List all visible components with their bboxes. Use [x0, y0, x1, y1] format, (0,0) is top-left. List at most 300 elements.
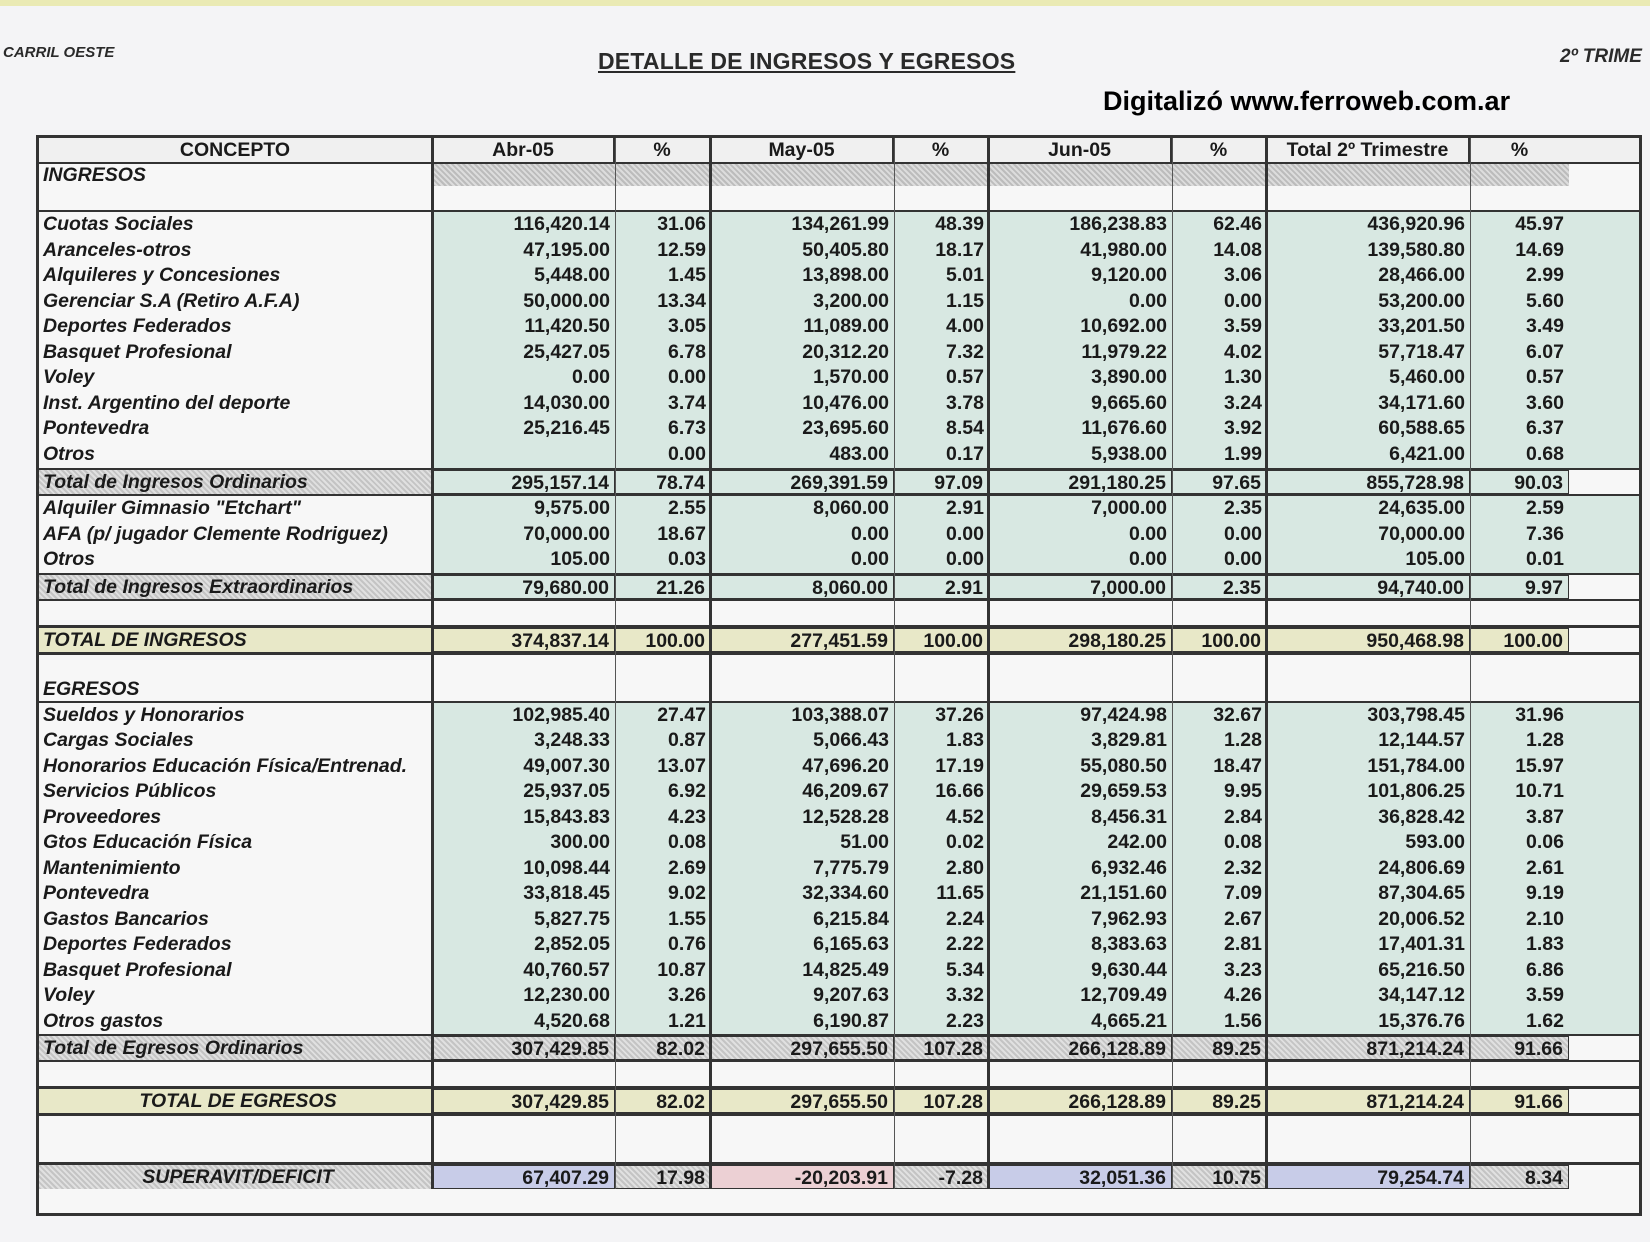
cell-may-pct: -7.28 — [894, 1165, 989, 1189]
cell-jun: 97,424.98 — [1080, 703, 1167, 726]
blank-row — [39, 1062, 1639, 1086]
cell-total: 950,468.98 — [1267, 628, 1470, 652]
row-label: Mantenimiento — [43, 856, 181, 879]
row-label: Voley — [43, 984, 95, 1006]
cell-abr-pct: 100.00 — [615, 628, 711, 652]
cell-total: 20,006.52 — [1378, 907, 1465, 930]
cell-abr-pct: 0.87 — [668, 729, 706, 751]
cell-jun-pct: 97.65 — [1172, 470, 1267, 494]
cell-jun: 4,665.21 — [1091, 1009, 1167, 1032]
cell-total: 15,376.76 — [1378, 1009, 1465, 1032]
cell-jun-pct: 10.75 — [1172, 1165, 1267, 1189]
cell-may-pct: 18.17 — [935, 238, 984, 261]
extra-income-row — [39, 522, 1639, 548]
row-label: TOTAL DE EGRESOS — [39, 1089, 433, 1113]
cell-jun-pct: 62.46 — [1213, 213, 1262, 235]
cell-jun: 298,180.25 — [989, 628, 1172, 652]
cell-total-pct: 1.28 — [1526, 729, 1564, 751]
cell-total-pct: 8.34 — [1470, 1165, 1569, 1189]
row-label: Alquiler Gimnasio "Etchart" — [43, 497, 301, 519]
cell-total-pct: 2.61 — [1526, 856, 1564, 879]
cell-total: 593.00 — [1405, 831, 1465, 853]
cell-total: 79,254.74 — [1267, 1165, 1470, 1189]
cell-may-pct: 7.32 — [946, 340, 984, 363]
cell-jun: 11,676.60 — [1081, 417, 1167, 439]
row-label: Voley — [43, 366, 95, 388]
cell-total-pct: 1.62 — [1526, 1009, 1564, 1032]
cell-jun: 32,051.36 — [989, 1165, 1172, 1189]
cell-may-pct: 4.52 — [946, 805, 984, 828]
cell-total-pct: 3.60 — [1526, 391, 1564, 414]
column-header-may: May-05 — [711, 138, 894, 162]
cell-jun: 8,383.63 — [1091, 933, 1167, 955]
cell-may: 11,089.00 — [803, 315, 889, 337]
cell-may: 1,570.00 — [813, 366, 889, 388]
cell-jun-pct: 0.00 — [1224, 289, 1262, 312]
cell-abr-pct: 4.23 — [668, 805, 706, 828]
cell-total-pct: 10.71 — [1515, 780, 1564, 802]
cell-abr: 5,448.00 — [534, 264, 610, 286]
cell-jun: 5,938.00 — [1091, 442, 1167, 465]
subtotal-row — [39, 1036, 1639, 1060]
scan-top-strip — [0, 0, 1650, 6]
cell-jun-pct: 1.99 — [1224, 442, 1262, 465]
cell-total-pct: 1.83 — [1526, 933, 1564, 955]
cell-may: 12,528.28 — [802, 805, 889, 828]
cell-abr: 116,420.14 — [513, 213, 610, 235]
cell-may: 32,334.60 — [802, 882, 889, 904]
income-row — [39, 289, 1639, 315]
cell-total: 65,216.50 — [1378, 958, 1465, 981]
cell-total: 94,740.00 — [1267, 575, 1470, 599]
cell-total: 36,828.42 — [1378, 805, 1465, 828]
cell-may: 6,165.63 — [813, 933, 889, 955]
expense-row — [39, 754, 1639, 780]
cell-jun: 9,665.60 — [1091, 391, 1167, 414]
cell-may: 7,775.79 — [813, 856, 889, 879]
cell-jun-pct: 2.32 — [1224, 856, 1262, 879]
cell-abr: 9,575.00 — [534, 497, 610, 519]
cell-jun-pct: 18.47 — [1213, 754, 1262, 777]
cell-abr-pct: 3.74 — [668, 391, 706, 414]
cell-may: 0.00 — [851, 548, 889, 570]
cell-jun-pct: 2.35 — [1172, 575, 1267, 599]
cell-may: 269,391.59 — [711, 470, 894, 494]
cell-may-pct: 0.00 — [946, 548, 984, 570]
cell-total: 17,401.31 — [1378, 933, 1465, 955]
cell-total: 303,798.45 — [1367, 703, 1465, 726]
cell-total: 871,214.24 — [1267, 1036, 1470, 1060]
cell-abr-pct: 27.47 — [657, 703, 706, 726]
cell-may: 5,066.43 — [813, 729, 889, 751]
cell-abr-pct: 12.59 — [657, 238, 706, 261]
row-label: Proveedores — [43, 805, 162, 828]
cell-jun: 7,962.93 — [1091, 907, 1167, 930]
cell-total: 28,466.00 — [1378, 264, 1465, 286]
income-row — [39, 212, 1639, 238]
cell-may-pct: 2.24 — [946, 907, 984, 930]
cell-total-pct: 0.01 — [1526, 548, 1564, 570]
row-label: Servicios Públicos — [43, 780, 217, 802]
cell-abr: 33,818.45 — [523, 882, 610, 904]
row-label: Deportes Federados — [43, 933, 232, 955]
cell-abr-pct: 6.78 — [668, 340, 706, 363]
cell-may: 23,695.60 — [802, 417, 889, 439]
cell-abr: 70,000.00 — [523, 522, 610, 545]
hatched-cell — [894, 164, 989, 186]
cell-jun-pct: 1.28 — [1224, 729, 1262, 751]
cell-may: 0.00 — [851, 522, 889, 545]
cell-may-pct: 100.00 — [894, 628, 989, 652]
cell-jun-pct: 32.67 — [1213, 703, 1262, 726]
cell-abr-pct: 10.87 — [657, 958, 706, 981]
cell-total-pct: 100.00 — [1470, 628, 1569, 652]
ingresos-section-row — [39, 164, 1639, 186]
row-label: Inst. Argentino del deporte — [43, 391, 291, 414]
cell-may: 483.00 — [829, 442, 889, 465]
cell-may: 46,209.67 — [802, 780, 889, 802]
column-divider — [987, 138, 990, 1189]
cell-jun-pct: 100.00 — [1172, 628, 1267, 652]
blank-row — [39, 1116, 1639, 1162]
cell-abr-pct: 0.08 — [668, 831, 706, 853]
column-header-jun: Jun-05 — [989, 138, 1172, 162]
cell-may: 9,207.63 — [813, 984, 889, 1006]
grand-total-row — [39, 628, 1639, 652]
cell-total-pct: 7.36 — [1526, 522, 1564, 545]
cell-total: 101,806.25 — [1367, 780, 1465, 802]
grand-total-row — [39, 1089, 1639, 1113]
cell-may-pct: 0.00 — [946, 522, 984, 545]
cell-abr: 4,520.68 — [534, 1009, 610, 1032]
cell-total-pct: 31.96 — [1515, 703, 1564, 726]
income-row — [39, 238, 1639, 264]
cell-jun: 0.00 — [1129, 522, 1167, 545]
subtotal-row — [39, 470, 1639, 494]
surplus-deficit-row — [39, 1165, 1639, 1189]
cell-jun-pct: 9.95 — [1224, 780, 1262, 802]
subtotal-row — [39, 575, 1639, 599]
cell-jun-pct: 4.02 — [1224, 340, 1262, 363]
cell-total: 12,144.57 — [1378, 729, 1465, 751]
cell-may-pct: 5.01 — [946, 264, 984, 286]
cell-abr-pct: 0.76 — [668, 933, 706, 955]
cell-total: 105.00 — [1405, 548, 1465, 570]
cell-total-pct: 2.59 — [1526, 497, 1564, 519]
cell-abr: 5,827.75 — [534, 907, 610, 930]
cell-abr-pct: 6.73 — [668, 417, 706, 439]
cell-total-pct: 91.66 — [1470, 1036, 1569, 1060]
cell-may-pct: 0.17 — [946, 442, 984, 465]
cell-may: 277,451.59 — [711, 628, 894, 652]
income-row — [39, 365, 1639, 391]
cell-abr-pct: 82.02 — [615, 1036, 711, 1060]
cell-jun: 7,000.00 — [1091, 497, 1167, 519]
cell-may: 20,312.20 — [802, 340, 889, 363]
cell-jun: 29,659.53 — [1080, 780, 1167, 802]
row-label: Deportes Federados — [43, 315, 232, 337]
cell-total-pct: 9.19 — [1526, 882, 1564, 904]
cell-abr: 307,429.85 — [433, 1036, 615, 1060]
cell-abr-pct: 13.34 — [657, 289, 706, 312]
cell-abr: 50,000.00 — [523, 289, 610, 312]
row-label: Aranceles-otros — [43, 238, 192, 261]
expense-row — [39, 805, 1639, 831]
income-expense-table — [36, 135, 1642, 1216]
cell-jun: 266,128.89 — [989, 1089, 1172, 1113]
cell-jun: 242.00 — [1107, 831, 1167, 853]
cell-abr-pct: 1.21 — [668, 1009, 706, 1032]
cell-jun-pct: 0.08 — [1224, 831, 1262, 853]
cell-may-pct: 5.34 — [946, 958, 984, 981]
cell-total-pct: 45.97 — [1515, 213, 1564, 235]
cell-abr-pct: 31.06 — [657, 213, 706, 235]
blank-row — [39, 186, 1639, 211]
cell-jun-pct: 3.06 — [1224, 264, 1262, 286]
cell-may-pct: 3.32 — [946, 984, 984, 1006]
cell-total-pct: 6.86 — [1526, 958, 1564, 981]
cell-may-pct: 2.80 — [946, 856, 984, 879]
column-divider — [1172, 138, 1173, 1189]
cell-jun: 6,932.46 — [1091, 856, 1167, 879]
cell-abr-pct: 2.55 — [668, 497, 706, 519]
cell-jun-pct: 3.24 — [1224, 391, 1262, 414]
row-label: Otros gastos — [43, 1009, 164, 1032]
cell-may: 297,655.50 — [711, 1036, 894, 1060]
cell-total: 5,460.00 — [1389, 366, 1465, 388]
section-label-egresos: EGRESOS — [43, 677, 140, 700]
cell-total: 34,147.12 — [1378, 984, 1465, 1006]
cell-may-pct: 2.22 — [946, 933, 984, 955]
cell-abr: 47,195.00 — [523, 238, 610, 261]
cell-jun: 7,000.00 — [989, 575, 1172, 599]
cell-total: 855,728.98 — [1267, 470, 1470, 494]
section-label-ingresos: INGRESOS — [43, 164, 146, 186]
row-label: Pontevedra — [43, 882, 150, 904]
cell-total: 34,171.60 — [1378, 391, 1465, 414]
cell-jun-pct: 3.23 — [1224, 958, 1262, 981]
blank-row — [39, 655, 1639, 677]
row-label: Total de Egresos Ordinarios — [39, 1036, 433, 1060]
column-header-may-pct: % — [894, 138, 989, 162]
cell-total-pct: 0.06 — [1526, 831, 1564, 853]
hatched-cell — [615, 164, 711, 186]
cell-total-pct: 5.60 — [1526, 289, 1564, 312]
hatched-cell — [1172, 164, 1267, 186]
cell-jun-pct: 4.26 — [1224, 984, 1262, 1006]
cell-abr-pct: 0.03 — [668, 548, 706, 570]
cell-abr-pct: 0.00 — [668, 366, 706, 388]
cell-jun: 10,692.00 — [1080, 315, 1167, 337]
row-label: AFA (p/ jugador Clemente Rodriguez) — [43, 522, 388, 545]
cell-abr-pct: 0.00 — [668, 442, 706, 465]
cell-total-pct: 3.49 — [1526, 315, 1564, 337]
cell-may: 6,190.87 — [813, 1009, 889, 1032]
cell-abr: 11,420.50 — [524, 315, 610, 337]
cell-jun: 8,456.31 — [1091, 805, 1167, 828]
cell-abr-pct: 13.07 — [657, 754, 706, 777]
column-divider — [1265, 138, 1268, 1189]
income-row — [39, 442, 1639, 468]
column-header-abr: Abr-05 — [433, 138, 615, 162]
income-row — [39, 263, 1639, 289]
cell-abr: 0.00 — [572, 366, 610, 388]
cell-may-pct: 107.28 — [894, 1036, 989, 1060]
cell-may-pct: 2.91 — [946, 497, 984, 519]
row-label: Pontevedra — [43, 417, 150, 439]
cell-jun-pct: 3.59 — [1224, 315, 1262, 337]
cell-may-pct: 48.39 — [935, 213, 984, 235]
cell-total-pct: 6.37 — [1526, 417, 1564, 439]
watermark-text: Digitalizó www.ferroweb.com.ar — [1103, 86, 1511, 116]
cell-jun-pct: 14.08 — [1213, 238, 1262, 261]
cell-may-pct: 0.57 — [946, 366, 984, 388]
cell-total-pct: 90.03 — [1470, 470, 1569, 494]
hatched-cell — [1470, 164, 1569, 186]
cell-may-pct: 11.65 — [936, 882, 984, 904]
cell-total: 24,806.69 — [1378, 856, 1465, 879]
cell-total-pct: 2.99 — [1526, 264, 1564, 286]
row-label: Total de Ingresos Ordinarios — [39, 470, 433, 494]
cell-abr-pct: 82.02 — [615, 1089, 711, 1113]
cell-abr: 300.00 — [550, 831, 610, 853]
cell-total-pct: 0.57 — [1526, 366, 1564, 388]
cell-jun-pct: 1.30 — [1224, 366, 1262, 388]
egresos-section-row — [39, 677, 1639, 701]
cell-jun: 3,890.00 — [1091, 366, 1167, 388]
row-label: Sueldos y Honorarios — [43, 703, 245, 726]
expense-row — [39, 907, 1639, 933]
expense-row — [39, 830, 1639, 856]
cell-may: 13,898.00 — [802, 264, 889, 286]
cell-jun: 21,151.60 — [1080, 882, 1167, 904]
cell-abr: 25,216.45 — [523, 417, 610, 439]
cell-may-pct: 37.26 — [935, 703, 984, 726]
cell-jun: 11,979.22 — [1081, 340, 1167, 363]
cell-total: 151,784.00 — [1367, 754, 1465, 777]
expense-row — [39, 856, 1639, 882]
cell-may-pct: 2.91 — [894, 575, 989, 599]
cell-total-pct: 0.68 — [1526, 442, 1564, 465]
cell-abr-pct: 78.74 — [615, 470, 711, 494]
expense-row — [39, 958, 1639, 984]
cell-may: 3,200.00 — [813, 289, 889, 312]
expense-row — [39, 728, 1639, 754]
row-label: TOTAL DE INGRESOS — [39, 628, 433, 652]
cell-may-pct: 3.78 — [946, 391, 984, 414]
income-row — [39, 340, 1639, 366]
extra-income-row — [39, 547, 1639, 573]
row-label: Honorarios Educación Física/Entrenad. — [43, 754, 408, 777]
cell-abr-pct: 6.92 — [668, 780, 706, 802]
cell-total: 33,201.50 — [1378, 315, 1465, 337]
column-divider — [894, 138, 895, 1189]
row-label: Alquileres y Concesiones — [43, 264, 281, 286]
cell-total: 6,421.00 — [1389, 442, 1465, 465]
cell-may-pct: 4.00 — [946, 315, 984, 337]
cell-jun-pct: 89.25 — [1172, 1036, 1267, 1060]
column-divider — [709, 138, 712, 1189]
cell-abr: 79,680.00 — [433, 575, 615, 599]
cell-abr-pct: 18.67 — [657, 522, 706, 545]
expense-row — [39, 983, 1639, 1009]
expense-row — [39, 779, 1639, 805]
cell-abr: 105.00 — [550, 548, 610, 570]
cell-abr: 12,230.00 — [523, 984, 610, 1006]
cell-abr: 25,427.05 — [523, 340, 610, 363]
cell-jun-pct: 2.84 — [1224, 805, 1262, 828]
row-label: Gastos Bancarios — [43, 907, 209, 930]
cell-jun: 266,128.89 — [989, 1036, 1172, 1060]
cell-jun-pct: 2.35 — [1224, 497, 1262, 519]
row-label: SUPERAVIT/DEFICIT — [39, 1165, 433, 1189]
row-label: Cargas Sociales — [43, 729, 194, 751]
column-divider — [431, 138, 434, 1189]
cell-may-pct: 8.54 — [946, 417, 984, 439]
cell-abr: 3,248.33 — [534, 729, 610, 751]
cell-abr: 15,843.83 — [523, 805, 610, 828]
column-header-total-pct: % — [1510, 139, 1529, 161]
income-row — [39, 391, 1639, 417]
cell-abr-pct: 21.26 — [615, 575, 711, 599]
cell-abr: 40,760.57 — [523, 958, 610, 981]
cell-total: 24,635.00 — [1378, 497, 1465, 519]
income-row — [39, 416, 1639, 442]
cell-may: 134,261.99 — [791, 213, 889, 235]
cell-may: 47,696.20 — [802, 754, 889, 777]
cell-abr: 374,837.14 — [433, 628, 615, 652]
hatched-cell — [711, 164, 894, 186]
hatched-cell — [433, 164, 615, 186]
column-header-total: Total 2º Trimestre — [1267, 138, 1470, 162]
cell-jun: 3,829.81 — [1091, 729, 1167, 751]
cell-jun: 0.00 — [1129, 548, 1167, 570]
expense-row — [39, 703, 1639, 729]
cell-may-pct: 17.19 — [935, 754, 984, 777]
cell-jun-pct: 0.00 — [1224, 548, 1262, 570]
row-label: Basquet Profesional — [43, 340, 232, 363]
cell-may: 14,825.49 — [802, 958, 889, 981]
cell-may-pct: 97.09 — [894, 470, 989, 494]
cell-may: 8,060.00 — [711, 575, 894, 599]
cell-may-pct: 0.02 — [946, 831, 984, 853]
row-label: Gerenciar S.A (Retiro A.F.A) — [43, 289, 300, 312]
hatched-cell — [1267, 164, 1470, 186]
cell-jun-pct: 89.25 — [1172, 1089, 1267, 1113]
cell-may: 10,476.00 — [802, 391, 889, 414]
cell-jun-pct: 2.67 — [1224, 907, 1262, 930]
cell-abr — [433, 442, 615, 468]
cell-total: 871,214.24 — [1267, 1089, 1470, 1113]
expense-row — [39, 1009, 1639, 1035]
cell-may-pct: 1.15 — [946, 289, 984, 312]
column-header-concepto: CONCEPTO — [39, 138, 433, 162]
cell-may: 51.00 — [840, 831, 889, 853]
cell-total-pct: 9.97 — [1470, 575, 1569, 599]
cell-total: 70,000.00 — [1378, 522, 1465, 545]
blank-row — [39, 601, 1639, 625]
cell-abr-pct: 1.55 — [668, 907, 706, 930]
extra-income-row — [39, 496, 1639, 522]
cell-jun: 9,630.44 — [1091, 958, 1167, 981]
cell-jun: 9,120.00 — [1091, 264, 1167, 286]
cell-jun-pct: 1.56 — [1224, 1009, 1262, 1032]
hatched-cell — [989, 164, 1172, 186]
cell-total: 57,718.47 — [1378, 340, 1465, 363]
cell-abr: 10,098.44 — [523, 856, 610, 879]
club-name: CARRIL OESTE — [3, 44, 115, 61]
cell-total: 139,580.80 — [1367, 238, 1465, 261]
